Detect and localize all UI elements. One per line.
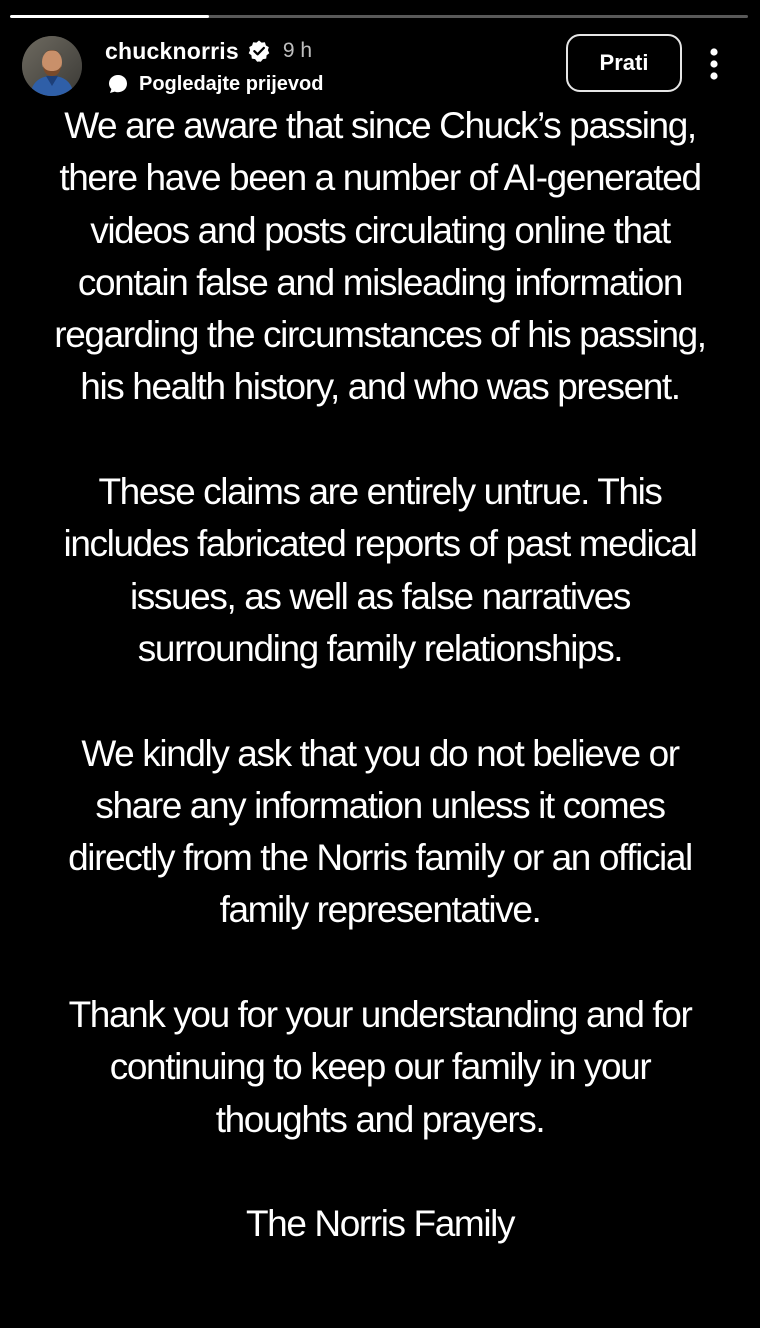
story-paragraph [20, 466, 740, 675]
story-text-line: share any information unless it comes [95, 784, 665, 826]
story-text-line: his health history, and who was present. [80, 366, 680, 408]
verified-badge-icon [247, 39, 271, 63]
story-progress-fill [10, 15, 209, 18]
story-text-line: We are aware that since Chuck’s passing, [64, 105, 696, 146]
username[interactable]: chucknorris [105, 37, 239, 64]
story-text-line: includes fabricated reports of past medical [63, 523, 697, 565]
see-translation-link[interactable] [105, 70, 323, 98]
user-line [105, 36, 312, 66]
story-text-line: The Norris Family [245, 1203, 515, 1245]
story-text-line: regarding the circumstances of his passing, [54, 314, 706, 356]
see-translation-label: Pogledajte prijevod [139, 72, 324, 95]
story-text-line: Thank you for your understanding and for [68, 994, 692, 1036]
more-vertical-icon[interactable] [698, 44, 730, 84]
story-text-line: thoughts and prayers. [215, 1098, 545, 1140]
story-progress-bar [10, 15, 748, 18]
story-text-line: continuing to keep our family in your [109, 1046, 651, 1088]
story-text-line: These claims are entirely untrue. This [98, 471, 662, 513]
story-text-line: contain false and misleading information [77, 261, 683, 303]
translate-bubble-icon [107, 73, 129, 95]
story-text-line: surrounding family relationships. [137, 627, 623, 669]
follow-button[interactable]: Prati [566, 34, 682, 92]
story-text-line: issues, as well as false narratives [129, 575, 631, 617]
story-header [22, 34, 738, 98]
story-text-line: directly from the Norris family or an official [68, 837, 692, 879]
story-paragraph [20, 1198, 740, 1250]
story-paragraph [20, 728, 740, 937]
avatar[interactable] [22, 36, 82, 96]
story-paragraph [20, 100, 740, 414]
story-text-line: there have been a number of AI-generated [59, 157, 701, 199]
story-text-line: family representative. [219, 889, 541, 931]
story-paragraph [20, 989, 740, 1146]
story-text [20, 100, 740, 1251]
story-text-line: videos and posts circulating online that [90, 209, 670, 251]
story-text-line: We kindly ask that you do not believe or [81, 732, 679, 774]
post-time: 9 h [282, 39, 313, 62]
